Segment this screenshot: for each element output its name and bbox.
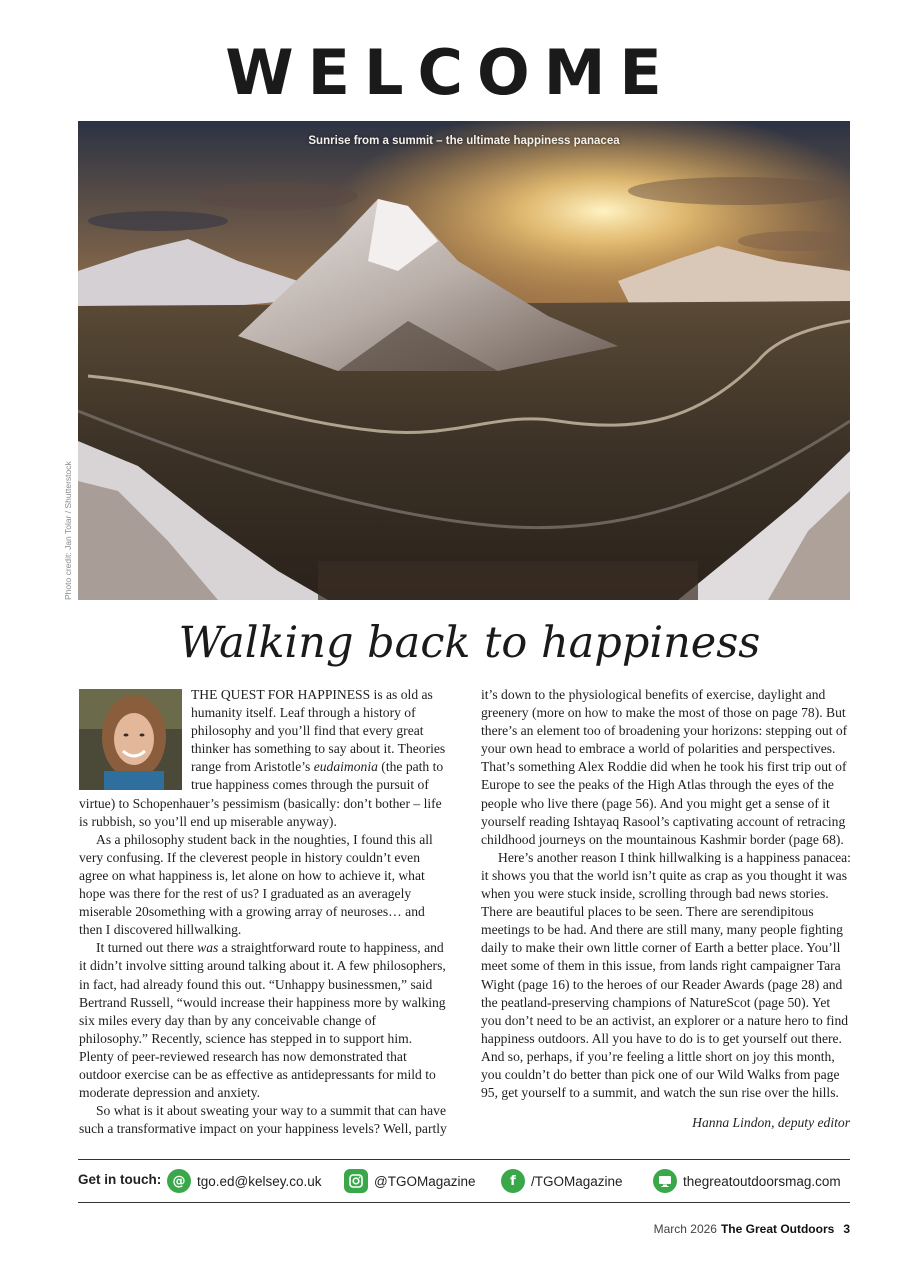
paragraph: So what is it about sweating your way to a summit that can have such a transformative impact on your happiness levels? Well, partly <box>79 1103 447 1137</box>
paragraph: it’s down to the physiological benefits of exercise, daylight and greenery (more on how to make the most of those on page 78). But there’s an element too of broadening your horizons: stepping out of your own head to embrace a world of polarities and perspectives. That’s something Alex Roddie did when he took his first trip out of Europe to see the peaks of the High Atlas through the eyes of the people who live there (page 56). And you might get a sense of it yourself reading Ishtayaq Rasool’s captivating account of retracing childhood journeys on the mountainous Kashmir border (page 68). <box>481 687 848 847</box>
photo-caption: Sunrise from a summit – the ultimate happiness panacea <box>308 135 620 147</box>
article-column-left <box>79 686 447 1138</box>
mountain-sunrise-illustration <box>78 121 850 600</box>
facebook-icon: f <box>501 1169 525 1193</box>
article-column-right <box>481 686 851 1102</box>
email-link[interactable]: tgo.ed@kelsey.co.uk <box>197 1173 322 1189</box>
facebook-link[interactable]: /TGOMagazine <box>531 1173 623 1189</box>
paragraph: As a philosophy student back in the noughties, I found this all very confusing. If the cleverest people in history couldn’t even agree on what happiness is, let alone on how to achieve it, what hope was there for the rest of us? I graduated as an averagely miserable 20something with a growing array of neuroses… and then I discovered hillwalking. <box>79 831 433 938</box>
paragraph-text: (the path to true happiness comes through the pursuit of virtue) to Schopenhauer’s pessimism (basically: don’t bother – life is rubbish, so you’ll end up miserable anyway). <box>79 759 444 829</box>
issue-date: March 2026 <box>653 1222 717 1236</box>
paragraph-text: It turned out there <box>96 940 198 956</box>
photo-credit: Photo credit: Jan Tolar / Shutterstock <box>63 461 73 600</box>
monitor-icon <box>653 1169 677 1193</box>
emphasis-text: eudaimonia <box>313 759 378 775</box>
paragraph-text: is as old as humanity itself. Leaf through a history of philosophy and you’ll find that every great thinker has something to say about it. Theories range from Aristotle’s <box>191 687 446 775</box>
article-headline: Walking back to happiness <box>178 618 761 668</box>
monitor-glyph <box>658 1174 672 1188</box>
paragraph: Here’s another reason I think hillwalking is a happiness panacea: it shows you that the world isn’t quite as crap as you thought it was when you were stuck inside, scrolling through bad news stories. There are beautiful places to be seen. There are serendipitous meetings to be had. And there are still many, many people fighting daily to make their own little corner of Earth a better place. You’ll meet some of them in this issue, from lands right campaigner Tara Wight (page 16) to the heroes of our Reader Awards (page 28) and the peatland-preserving champions of NatureScot (page 50). Yet you don’t need to be an activist, an explorer or a nature hero to find happiness outdoors. All you have to do is to get yourself out there. And so, perhaps, if you’re feeling a little short on joy this month, you couldn’t do better than pick one of our Wild Walks from page 95, get yourself to a summit, and watch the sun rise over the hills. <box>481 849 851 1101</box>
page-number: 3 <box>843 1222 850 1236</box>
contact-bar <box>78 1159 850 1203</box>
website-link[interactable]: thegreatoutdoorsmag.com <box>683 1173 841 1189</box>
contact-email[interactable] <box>167 1169 322 1193</box>
instagram-glyph <box>349 1174 363 1188</box>
contact-website[interactable] <box>653 1169 841 1193</box>
hero-photo <box>78 121 850 600</box>
editor-signature: Hanna Lindon, deputy editor <box>692 1115 850 1130</box>
contact-instagram[interactable] <box>344 1169 476 1193</box>
paragraph-text: a straightforward route to happiness, and it didn’t involve sitting around talking about it. A few philosophers, in fact, had already found this out. “Unhappy businessmen,” said Bertrand Russell, “would increase their happiness more by walking six miles every day than by any conceivable change of philosophy.” Recently, science has stepped in to support him. Plenty of peer-reviewed research has now demonstrated that outdoor exercise can be as effective as antidepressants for mild to moderate depression and anxiety. <box>79 940 446 1101</box>
at-icon: @ <box>167 1169 191 1193</box>
magazine-name: The Great Outdoors <box>720 1222 835 1236</box>
paragraph <box>79 939 447 1102</box>
contact-label: Get in touch: <box>78 1172 162 1187</box>
instagram-icon <box>344 1169 368 1193</box>
instagram-link[interactable]: @TGOMagazine <box>374 1173 476 1189</box>
page-footer <box>0 1222 850 1236</box>
lead-in-caps: THE QUEST FOR HAPPINESS <box>191 687 371 702</box>
author-portrait <box>79 689 182 790</box>
contact-facebook[interactable] <box>501 1169 623 1193</box>
section-title: WELCOME <box>225 36 676 109</box>
author-portrait-illustration <box>79 689 182 790</box>
emphasis-text: was <box>197 940 219 956</box>
